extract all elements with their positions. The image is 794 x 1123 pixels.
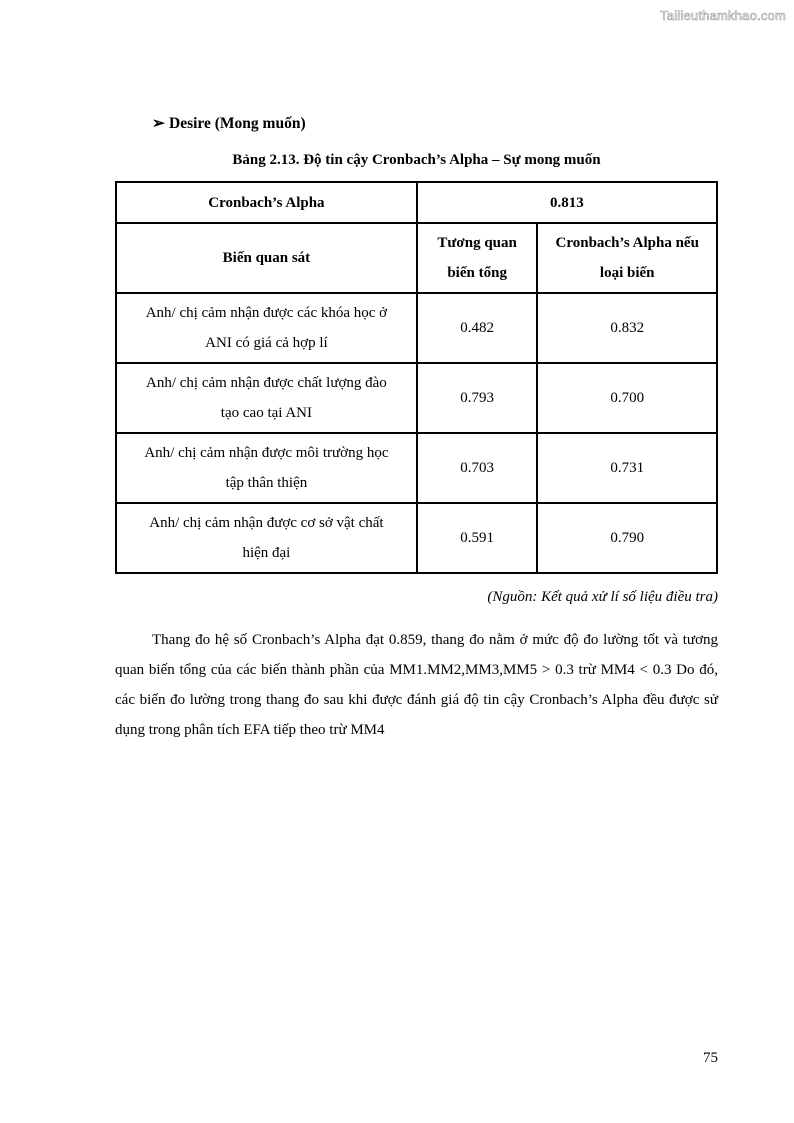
table-row (116, 363, 717, 433)
page-number: 75 (703, 1050, 718, 1066)
alpha-cell: 0.832 (537, 293, 717, 363)
table-row (116, 433, 717, 503)
alpha-value-cell: 0.813 (417, 182, 717, 223)
alpha-cell: 0.790 (537, 503, 717, 573)
variable-line2: tập thân thiện (225, 475, 308, 491)
body-paragraph: Thang đo hệ số Cronbach’s Alpha đạt 0.859, thang đo nằm ở mức độ đo lường tốt và tương quan biến tổng của các biến thành phần của MM1.MM2,MM3,MM5 > 0.3 trừ MM4 < 0.3 Do đó, các biến đo lường trong thang đo sau khi được đánh giá độ tin cậy Cronbach’s Alpha đều được sử dụng trong phân tích EFA tiếp theo trừ MM4 (115, 632, 718, 738)
alpha-cell: 0.731 (537, 433, 717, 503)
table-row (116, 503, 717, 573)
variable-cell (116, 363, 417, 433)
variable-line2: hiện đại (242, 545, 291, 561)
header-alpha-line1: Cronbach’s Alpha nếu (555, 235, 699, 251)
alpha-cell: 0.700 (537, 363, 717, 433)
variable-line1: Anh/ chị cảm nhận được các khóa học ở (145, 305, 388, 321)
corr-cell: 0.591 (417, 503, 538, 573)
variable-cell (116, 503, 417, 573)
watermark: Tailieuthamkhao.com (660, 8, 786, 23)
header-alpha-if-deleted (537, 223, 717, 293)
arrow-bullet-icon: ➢ (152, 115, 165, 132)
header-item-total-correlation (417, 223, 538, 293)
section-heading (152, 114, 306, 133)
variable-line1: Anh/ chị cảm nhận được cơ sở vật chất (149, 515, 384, 531)
variable-cell (116, 293, 417, 363)
corr-cell: 0.482 (417, 293, 538, 363)
table-source-note: (Nguồn: Kết quả xử lí số liệu điều tra) (487, 589, 718, 605)
reliability-table (115, 181, 718, 574)
alpha-label-cell: Cronbach’s Alpha (116, 182, 417, 223)
corr-cell: 0.703 (417, 433, 538, 503)
header-corr-line2: biến tổng (447, 265, 507, 281)
table-row (116, 293, 717, 363)
table-header-row (116, 223, 717, 293)
table-row-alpha (116, 182, 717, 223)
variable-cell (116, 433, 417, 503)
header-corr-line1: Tương quan (437, 235, 517, 251)
header-alpha-line2: loại biến (599, 265, 655, 281)
header-variable: Biến quan sát (116, 223, 417, 293)
variable-line1: Anh/ chị cảm nhận được chất lượng đào (146, 375, 387, 391)
corr-cell: 0.793 (417, 363, 538, 433)
table-caption: Bảng 2.13. Độ tin cậy Cronbach’s Alpha – Sự mong muốn (232, 152, 601, 168)
variable-line1: Anh/ chị cảm nhận được môi trường học (144, 445, 389, 461)
variable-line2: ANI có giá cả hợp lí (205, 335, 328, 351)
variable-line2: tạo cao tại ANI (220, 405, 313, 421)
section-heading-text: Desire (Mong muốn) (169, 115, 306, 132)
